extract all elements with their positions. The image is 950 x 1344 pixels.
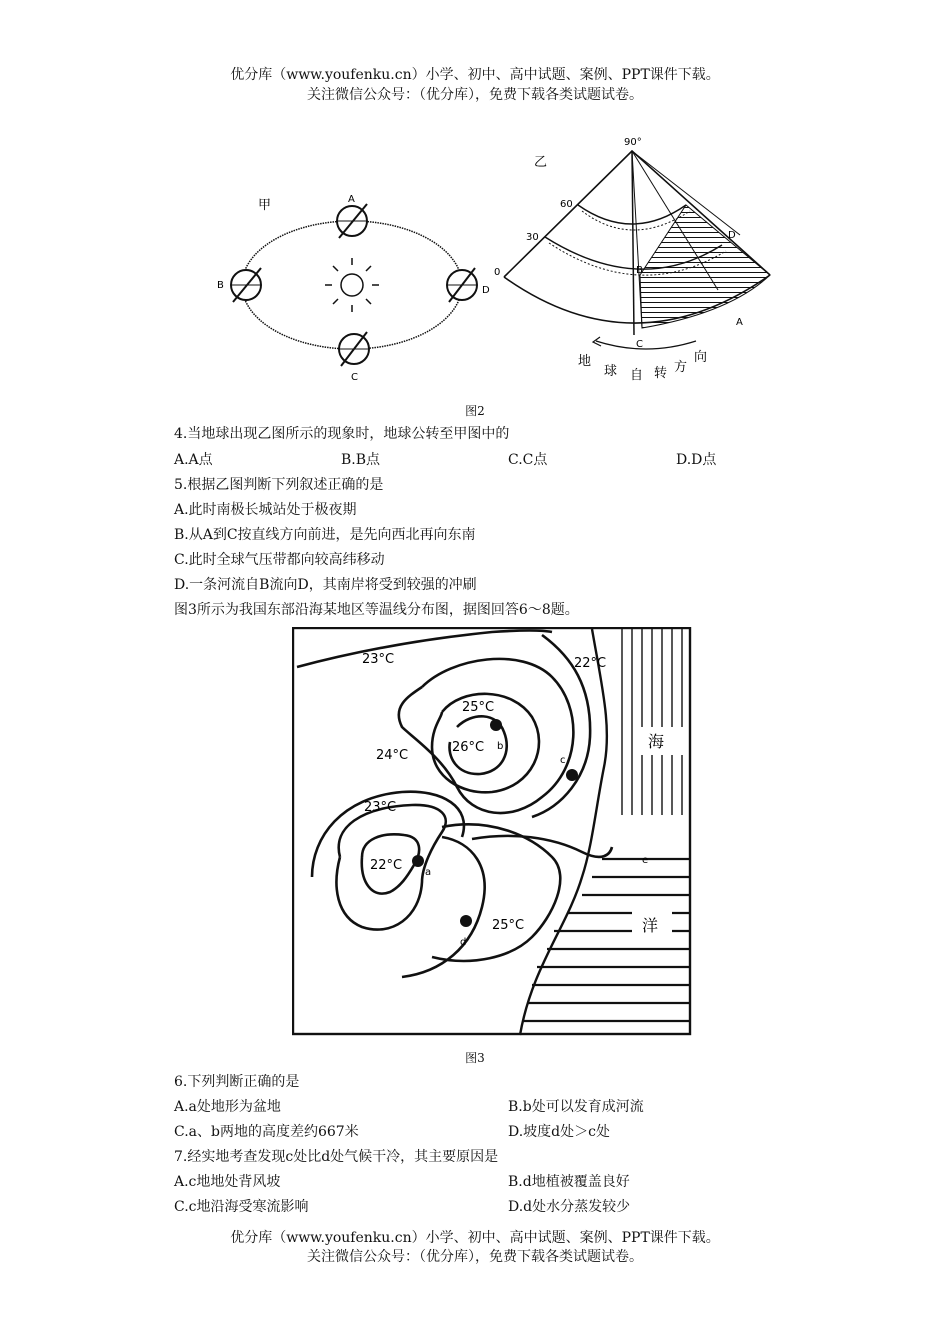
q5-option-B: B.从A到C按直线方向前进，是先向西北再向东南 — [174, 527, 476, 543]
q6-option-C: C.a、b两地的高度差约667米 — [174, 1124, 359, 1140]
q5-stem: 5.根据乙图判断下列叙述正确的是 — [174, 477, 384, 493]
point-C: C — [636, 339, 643, 350]
q6-option-B: B.b处可以发育成河流 — [508, 1099, 644, 1115]
q6-option-A: A.a处地形为盆地 — [174, 1099, 281, 1115]
jia-label: 甲 — [258, 198, 272, 213]
point-A: A — [736, 317, 743, 328]
point-D: D — [728, 230, 736, 241]
q5-option-D: D.一条河流自B流向D，其南岸将受到较强的冲刷 — [174, 577, 477, 593]
q7-option-C: C.c地沿海受寒流影响 — [174, 1199, 309, 1215]
orbit-label-A: A — [348, 194, 355, 205]
sea-label-1: 海 — [648, 732, 665, 751]
temp-23-mid: 23°C — [364, 800, 397, 815]
temp-25-top: 25°C — [462, 700, 495, 715]
orbit-label-B: B — [217, 280, 224, 291]
earth-D — [447, 268, 477, 302]
label-a: a — [425, 867, 432, 878]
q7-option-B: B.d地植被覆盖良好 — [508, 1174, 630, 1190]
earth-A — [337, 204, 367, 238]
temp-25-bottom: 25°C — [492, 918, 525, 933]
earth-C — [339, 332, 369, 366]
label-e: e — [642, 855, 649, 866]
footer-line-1: 优分库（www.youfenku.cn）小学、初中、高中试题、案例、PPT课件下载。 — [230, 1230, 720, 1246]
sun-icon — [325, 258, 379, 312]
point-b — [490, 719, 502, 731]
earth-B — [231, 268, 261, 302]
figure-3-caption: 图3 — [465, 1051, 485, 1065]
lat-30: 30 — [526, 232, 539, 243]
q5-option-A: A.此时南极长城站处于极夜期 — [174, 502, 357, 518]
rotation-char-5: 方 — [674, 360, 688, 375]
q4-option-D: D.D点 — [676, 452, 717, 468]
lat-60: 60 — [560, 199, 573, 210]
label-c: c — [560, 755, 566, 766]
q6-option-D: D.坡度d处＞c处 — [508, 1124, 610, 1140]
q4-option-C: C.C点 — [508, 452, 548, 468]
rotation-char-3: 自 — [630, 368, 644, 383]
q7-option-A: A.c地地处背风坡 — [174, 1174, 281, 1190]
footer-line-2: 关注微信公众号：（优分库），免费下载各类试题试卷。 — [307, 1249, 643, 1265]
point-a — [412, 855, 424, 867]
figure-2-caption: 图2 — [465, 404, 485, 418]
rotation-char-4: 转 — [654, 366, 668, 381]
figure-2 — [0, 125, 950, 525]
header-line-2: 关注微信公众号：（优分库），免费下载各类试题试卷。 — [307, 87, 643, 103]
q4-option-A: A.A点 — [174, 452, 213, 468]
sea-label-2: 洋 — [642, 916, 659, 935]
label-d: d — [460, 937, 467, 948]
temp-24: 24°C — [376, 748, 409, 763]
lat-0: 0 — [494, 267, 501, 278]
q4-stem: 4.当地球出现乙图所示的现象时，地球公转至甲图中的 — [174, 426, 510, 442]
point-d — [460, 915, 472, 927]
q7-option-D: D.d处水分蒸发较少 — [508, 1199, 631, 1215]
label-b: b — [497, 741, 504, 752]
rotation-char-6: 向 — [694, 350, 708, 365]
rotation-char-1: 地 — [578, 354, 592, 369]
point-B: B — [636, 265, 643, 276]
orbit-label-C: C — [351, 372, 358, 383]
temp-23-top: 23°C — [362, 652, 395, 667]
q4-option-B: B.B点 — [341, 452, 381, 468]
temp-22-mid: 22°C — [370, 858, 403, 873]
q7-stem: 7.经实地考查发现c处比d处气候干冷，其主要原因是 — [174, 1149, 499, 1165]
figure-3-intro: 图3所示为我国东部沿海某地区等温线分布图，据图回答6～8题。 — [174, 602, 579, 618]
point-c — [566, 769, 578, 781]
figure-3 — [292, 627, 692, 1037]
temp-26: 26°C — [452, 740, 485, 755]
orbit-label-D: D — [482, 285, 490, 296]
rotation-char-2: 球 — [604, 364, 618, 379]
header-line-1: 优分库（www.youfenku.cn）小学、初中、高中试题、案例、PPT课件下载。 — [230, 67, 720, 83]
lat-90: 90° — [624, 137, 642, 148]
q5-option-C: C.此时全球气压带都向较高纬移动 — [174, 552, 385, 568]
yi-label: 乙 — [534, 155, 548, 170]
q6-stem: 6.下列判断正确的是 — [174, 1074, 300, 1090]
temp-22-top: 22°C — [574, 656, 607, 671]
